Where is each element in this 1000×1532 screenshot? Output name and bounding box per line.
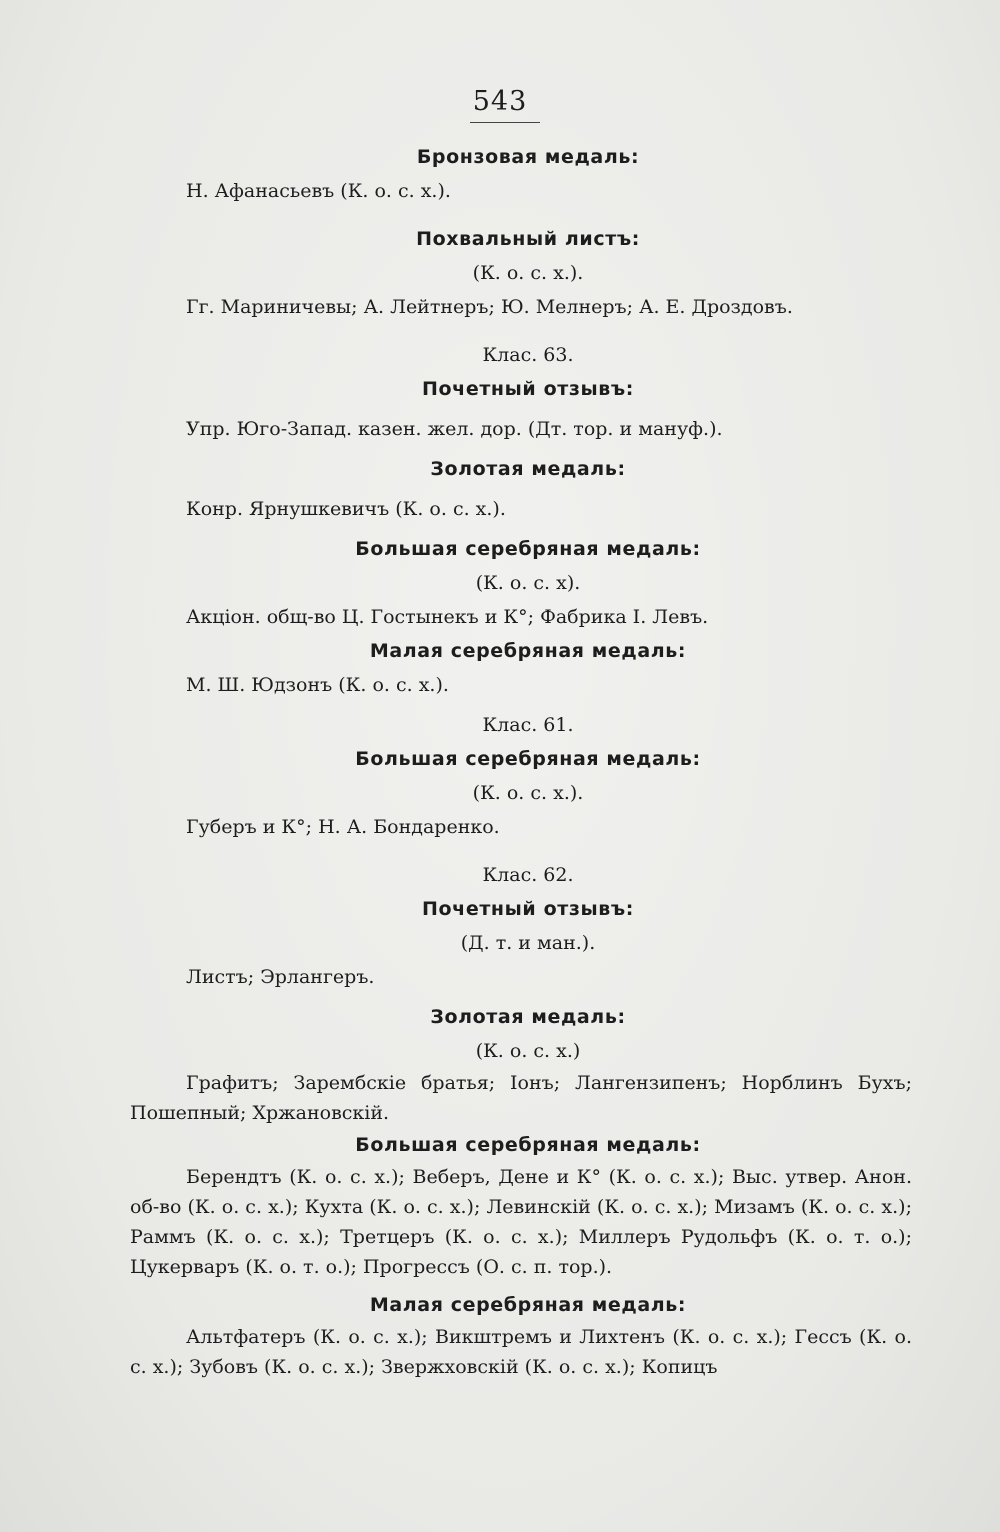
section-heading: Большая серебряная медаль: — [355, 748, 701, 770]
section-heading: Золотая медаль: — [430, 1006, 626, 1028]
section-heading: Большая серебряная медаль: — [355, 538, 701, 560]
award-entry: М. Ш. Юдзонъ (К. о. с. х.). — [186, 674, 449, 696]
class-label: Клас. 62. — [482, 864, 574, 886]
class-label: Клас. 61. — [482, 714, 574, 736]
award-entry: Гг. Мариничевы; А. Лейтнеръ; Ю. Мелнеръ; А. Е. Дроздовъ. — [186, 296, 793, 318]
page-number-rule — [470, 122, 540, 123]
section-heading: Похвальный листъ: — [416, 228, 640, 250]
award-entry: Конр. Ярнушкевичъ (К. о. с. х.). — [186, 498, 506, 520]
category-note: (К. о. с. х). — [475, 572, 581, 594]
award-entry: Берендтъ (К. о. с. х.); Веберъ, Дене и К° (К. о. с. х.); Выс. утвер. Анон. об-во (К. о. с. х.); Кухта (К. о. с. х.); Левинскій (К. о. с. х.); Мизамъ (К. о. с. х.); Раммъ (К. о. с. х.); Третцеръ (К. о. с. х.); Миллеръ Рудольфъ (К. о. т. о.); Цукерваръ (К. о. т. о.); Прогрессъ (О. с. п. тор.). — [130, 1166, 912, 1278]
award-entry: Губеръ и К°; Н. А. Бондаренко. — [186, 816, 500, 838]
section-heading: Почетный отзывъ: — [422, 898, 634, 920]
page-content — [130, 140, 912, 1382]
section-heading: Малая серебряная медаль: — [369, 640, 687, 662]
award-entry: Упр. Юго-Запад. казен. жел. дор. (Дт. тор. и мануф.). — [186, 418, 723, 440]
category-note: (К. о. с. х.). — [472, 782, 584, 804]
award-entry: Н. Афанасьевъ (К. о. с. х.). — [186, 180, 451, 202]
category-note: (К. о. с. х.). — [472, 262, 584, 284]
category-note: (К. о. с. х.) — [475, 1040, 581, 1062]
category-note: (Д. т. и ман.). — [460, 932, 596, 954]
award-entry: Графитъ; Зарембскіе братья; Іонъ; Лангензипенъ; Норблинъ Бухъ; Пошепный; Хржановскій. — [130, 1072, 912, 1124]
award-entry: Альтфатеръ (К. о. с. х.); Викштремъ и Лихтенъ (К. о. с. х.); Гессъ (К. о. с. х.); Зубовъ (К. о. с. х.); Звержховскій (К. о. с. х.); Копицъ — [130, 1326, 912, 1378]
class-label: Клас. 63. — [482, 344, 574, 366]
section-heading: Почетный отзывъ: — [422, 378, 634, 400]
award-entry: Листъ; Эрлангеръ. — [186, 966, 375, 988]
page-number: 543 — [472, 86, 528, 117]
section-heading: Большая серебряная медаль: — [355, 1134, 701, 1156]
section-heading: Малая серебряная медаль: — [369, 1294, 687, 1316]
award-entry: Акціон. общ-во Ц. Гостынекъ и К°; Фабрика І. Левъ. — [186, 606, 709, 628]
section-heading: Золотая медаль: — [430, 458, 626, 480]
section-heading: Бронзовая медаль: — [416, 146, 640, 168]
